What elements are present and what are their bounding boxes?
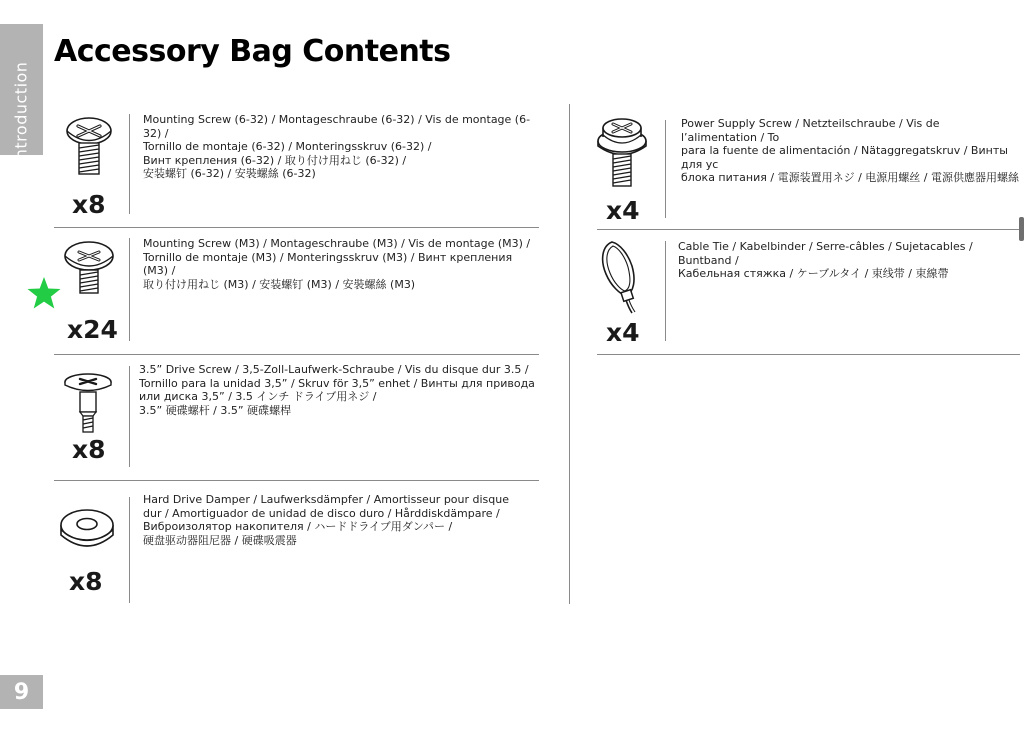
scrollbar-thumb[interactable] [1019,217,1024,241]
item-description: Power Supply Screw / Netzteilschraube / Vis de l’alimentation / To para la fuente de alimentación / Nätaggregatskruv / Винты для ус блока питания / 電源装置用ネジ / 电源用螺丝 / 電源供應器用螺絲 [681,117,1019,185]
item-separator [129,366,130,467]
item-separator [129,114,130,214]
page-number-label: 9 [13,679,30,705]
page-title: Accessory Bag Contents [54,34,451,69]
quantity-label: x4 [606,196,640,225]
item-separator [665,241,666,341]
row-divider [54,227,539,228]
quantity-label: x8 [72,435,106,464]
quantity-label: x8 [72,190,106,219]
mounting-screw-m3-icon [62,238,116,296]
drive-screw-icon [62,370,114,434]
item-description: 3.5” Drive Screw / 3,5-Zoll-Laufwerk-Schraube / Vis du disque dur 3.5 / Tornillo para la unidad 3,5” / Skruv för 3,5” enhet / Винты для привода или диска 3,5” / 3.5 インチ ドライブ用ネジ / 3.5” 硬碟螺杆 / 3.5” 硬碟螺桿 [139,363,535,417]
mounting-screw-6-32-icon [64,114,114,178]
item-separator [665,120,666,218]
quantity-label: x4 [606,318,640,347]
drive-damper-icon [58,505,116,557]
page-number [0,675,43,709]
quantity-label: x8 [69,567,103,596]
row-divider [597,229,1020,230]
quantity-label: x24 [67,315,118,344]
power-supply-screw-icon [594,115,650,189]
item-description: Hard Drive Damper / Laufwerksdämpfer / Amortisseur pour disque dur / Amortiguador de unidad de disco duro / Hårddiskdämpare / Виброизолятор накопителя / ハードドライブ用ダンパー / 硬盘驱动器阻尼器 / 硬碟吸震器 [143,493,510,547]
item-description: Cable Tie / Kabelbinder / Serre-câbles / Sujetacables / Buntband / Кабельная стяжка / ケーブルタイ / 束线带 / 束線帶 [678,240,973,281]
item-separator [129,238,130,341]
item-description: Mounting Screw (M3) / Montageschraube (M3) / Vis de montage (M3) / Tornillo de montaje (M3) / Monteringsskruv (M3) / Винт крепления (M3) / 取り付け用ねじ (M3) / 安装螺钉 (M3) / 安裝螺絲 (M3) [143,237,531,291]
item-description: Mounting Screw (6-32) / Montageschraube (6-32) / Vis de montage (6-32) / Tornillo de montaje (6-32) / Monteringsskruv (6-32) / Винт крепления (6-32) / 取り付け用ねじ (6-32) / 安装螺钉 (6-32) / 安裝螺絲 (6-32) [143,113,531,181]
row-divider [597,354,1020,355]
column-divider [569,104,570,604]
item-separator [129,497,130,603]
row-divider [54,480,539,481]
cable-tie-icon [598,236,644,316]
section-tab [0,24,43,165]
row-divider [54,354,539,355]
star-icon [26,276,62,312]
section-tab-label: Introduction [11,61,31,165]
